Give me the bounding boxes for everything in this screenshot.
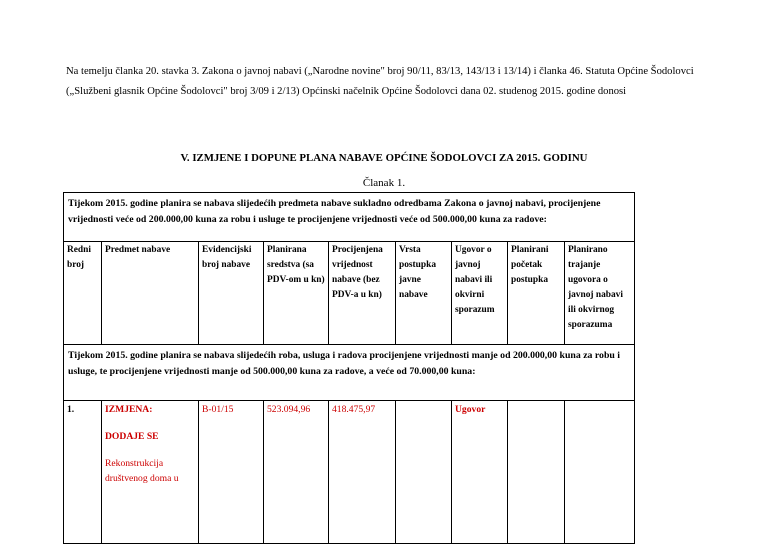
row-planned-funds: 523.094,96 xyxy=(264,401,329,544)
header-contract-type: Ugovor o javnoj nabavi ili okvirni sporazum xyxy=(452,242,508,345)
subject-text: Rekonstrukcija društvenog doma u xyxy=(105,458,179,484)
procurement-plan-table xyxy=(63,192,635,544)
row-planned-start xyxy=(508,401,565,544)
row-contract-type: Ugovor xyxy=(452,401,508,544)
section-under-threshold: Tijekom 2015. godine planira se nabava slijedećih roba, usluga i radova procijenjene vrijednosti manje od 200.000,00 kuna za robu i usluge, te procijenjene vrijednosti manje od 500.000,00 kuna za radove, a veće od 70.000,00 kuna: xyxy=(64,345,635,401)
header-record-number: Evidencijski broj nabave xyxy=(199,242,264,345)
document-title: V. IZMJENE I DOPUNE PLANA NABAVE OPĆINE ŠODOLOVCI ZA 2015. GODINU xyxy=(180,152,588,164)
row-number: 1. xyxy=(64,401,102,544)
article-heading: Članak 1. xyxy=(362,177,406,189)
intro-paragraph: Na temelju članka 20. stavka 3. Zakona o javnoj nabavi („Narodne novine" broj 90/11, 83/13, 143/13 i 13/14) i članka 46. Statuta Općine Šodolovci („Službeni glasnik Općine Šodolovci" broj 3/09 i 2/13) Općinski načelnik Općine Šodolovci dana 02. studenog 2015. godine donosi xyxy=(66,66,694,97)
header-subject: Predmet nabave xyxy=(102,242,199,345)
header-planned-start: Planirani početak postupka xyxy=(508,242,565,345)
change-label: IZMJENA: xyxy=(105,404,153,415)
row-estimated-value: 418.475,97 xyxy=(329,401,396,544)
row-procedure-type xyxy=(396,401,452,544)
header-serial-number: Redni broj xyxy=(64,242,102,345)
add-label: DODAJE SE xyxy=(105,431,159,442)
row-contract-duration xyxy=(565,401,635,544)
header-procedure-type: Vrsta postupka javne nabave xyxy=(396,242,452,345)
section-over-threshold: Tijekom 2015. godine planira se nabava slijedećih predmeta nabave sukladno odredbama Zakona o javnoj nabavi, procijenjene vrijednosti veće od 200.000,00 kuna za robu i usluge te procijenjene vrijednosti veće od 500.000,00 kuna za radove: xyxy=(64,193,635,242)
row-subject xyxy=(102,401,199,544)
header-contract-duration: Planirano trajanje ugovora o javnoj nabavi ili okvirnog sporazuma xyxy=(565,242,635,345)
row-record-number: B-01/15 xyxy=(199,401,264,544)
header-estimated-value: Procijenjena vrijednost nabave (bez PDV-a u kn) xyxy=(329,242,396,345)
table-row xyxy=(64,401,635,544)
header-planned-funds: Planirana sredstva (sa PDV-om u kn) xyxy=(264,242,329,345)
